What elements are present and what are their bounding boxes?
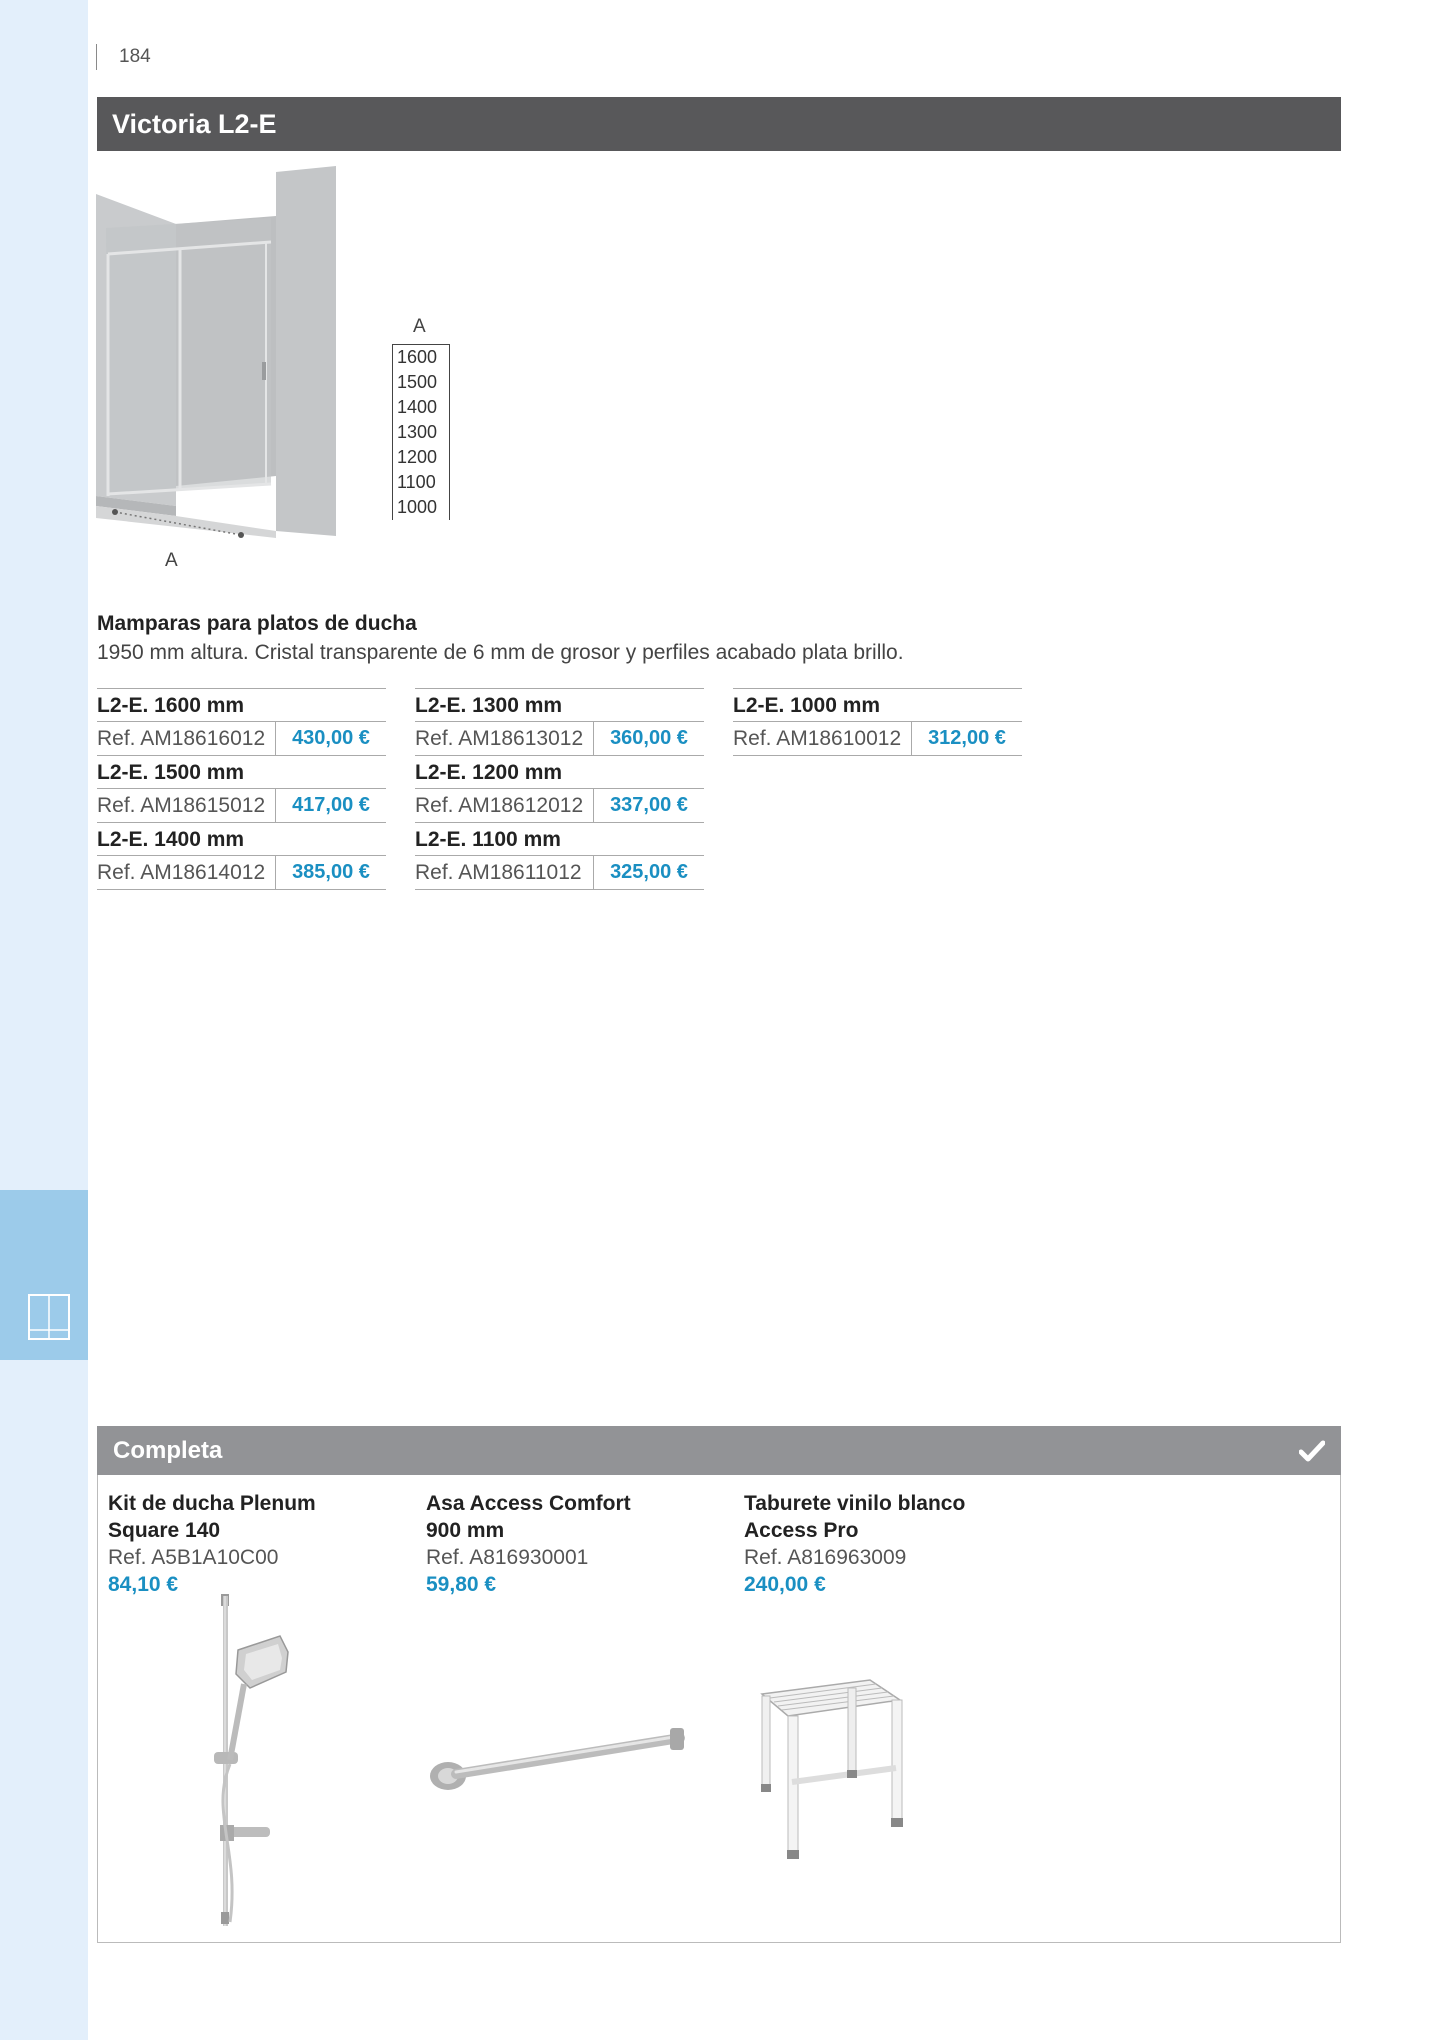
product-price: 430,00 € [292, 727, 370, 749]
accessory-item [426, 1490, 726, 1598]
model-name: L2-E. 1200 mm [415, 756, 704, 789]
shower-enclosure-icon [28, 1294, 70, 1340]
price-row [97, 856, 386, 890]
price-row [97, 789, 386, 823]
dimension-value: 1500 [397, 372, 438, 392]
dimension-value: 1300 [397, 422, 438, 442]
completa-title-bar [97, 1426, 1341, 1475]
accessory-name: Square 140 [108, 1519, 221, 1542]
product-price: 417,00 € [292, 794, 370, 816]
completa-title: Completa [113, 1436, 223, 1464]
shower-kit-image [200, 1592, 300, 1932]
accessory-ref: Ref. A5B1A10C00 [108, 1546, 279, 1569]
accessory-name: 900 mm [426, 1519, 505, 1542]
description-text: 1950 mm altura. Cristal transparente de 6 mm de grosor y perfiles acabado plata brillo. [97, 641, 904, 664]
product-price: 325,00 € [610, 861, 688, 883]
accessory-ref: Ref. A816930001 [426, 1546, 589, 1569]
dimension-header: A [413, 316, 426, 337]
dimension-value: 1100 [397, 472, 436, 492]
price-row [415, 722, 704, 756]
accessory-item [744, 1490, 1044, 1598]
price-column [415, 688, 704, 890]
grab-bar-image [426, 1722, 696, 1792]
price-row [733, 722, 1022, 756]
accessory-name: Asa Access Comfort [426, 1492, 631, 1515]
product-ref: Ref. AM18610012 [733, 722, 912, 755]
model-name: L2-E. 1600 mm [97, 689, 386, 722]
accessory-name: Taburete vinilo blanco [744, 1492, 966, 1515]
product-ref: Ref. AM18614012 [97, 856, 276, 889]
section-title-bar [97, 97, 1341, 151]
product-ref: Ref. AM18611012 [415, 856, 594, 889]
model-name: L2-E. 1000 mm [733, 689, 1022, 722]
product-ref: Ref. AM18613012 [415, 722, 594, 755]
section-tab[interactable] [0, 1190, 88, 1360]
accessory-item [108, 1490, 408, 1598]
page-number: 184 [119, 46, 151, 67]
price-row [415, 789, 704, 823]
model-name: L2-E. 1100 mm [415, 823, 704, 856]
accessory-price: 59,80 € [426, 1573, 497, 1596]
dimension-value: 1600 [397, 347, 438, 367]
accessory-price: 240,00 € [744, 1573, 826, 1596]
section-title: Victoria L2-E [112, 108, 277, 139]
accessory-name: Access Pro [744, 1519, 859, 1542]
accessory-price: 84,10 € [108, 1573, 179, 1596]
price-row [97, 722, 386, 756]
accessory-ref: Ref. A816963009 [744, 1546, 907, 1569]
shower-enclosure-image [96, 166, 346, 546]
product-price: 337,00 € [610, 794, 688, 816]
product-price: 360,00 € [610, 727, 688, 749]
dimension-value: 1400 [397, 397, 438, 417]
accessory-name: Kit de ducha Plenum [108, 1492, 316, 1515]
dimension-value: 1200 [397, 447, 438, 467]
checkmark-icon [1299, 1440, 1325, 1462]
page-number-divider [96, 44, 97, 70]
description-title: Mamparas para platos de ducha [97, 612, 417, 635]
image-dimension-label: A [165, 550, 178, 571]
dimension-list [392, 344, 450, 520]
price-row [415, 856, 704, 890]
model-name: L2-E. 1300 mm [415, 689, 704, 722]
product-ref: Ref. AM18612012 [415, 789, 594, 822]
shower-stool-image [752, 1672, 912, 1882]
product-ref: Ref. AM18616012 [97, 722, 276, 755]
product-ref: Ref. AM18615012 [97, 789, 276, 822]
price-column [97, 688, 386, 890]
product-price: 312,00 € [928, 727, 1006, 749]
product-price: 385,00 € [292, 861, 370, 883]
side-band [0, 0, 88, 2040]
model-name: L2-E. 1400 mm [97, 823, 386, 856]
price-column [733, 688, 1022, 756]
model-name: L2-E. 1500 mm [97, 756, 386, 789]
dimension-value: 1000 [397, 497, 438, 517]
